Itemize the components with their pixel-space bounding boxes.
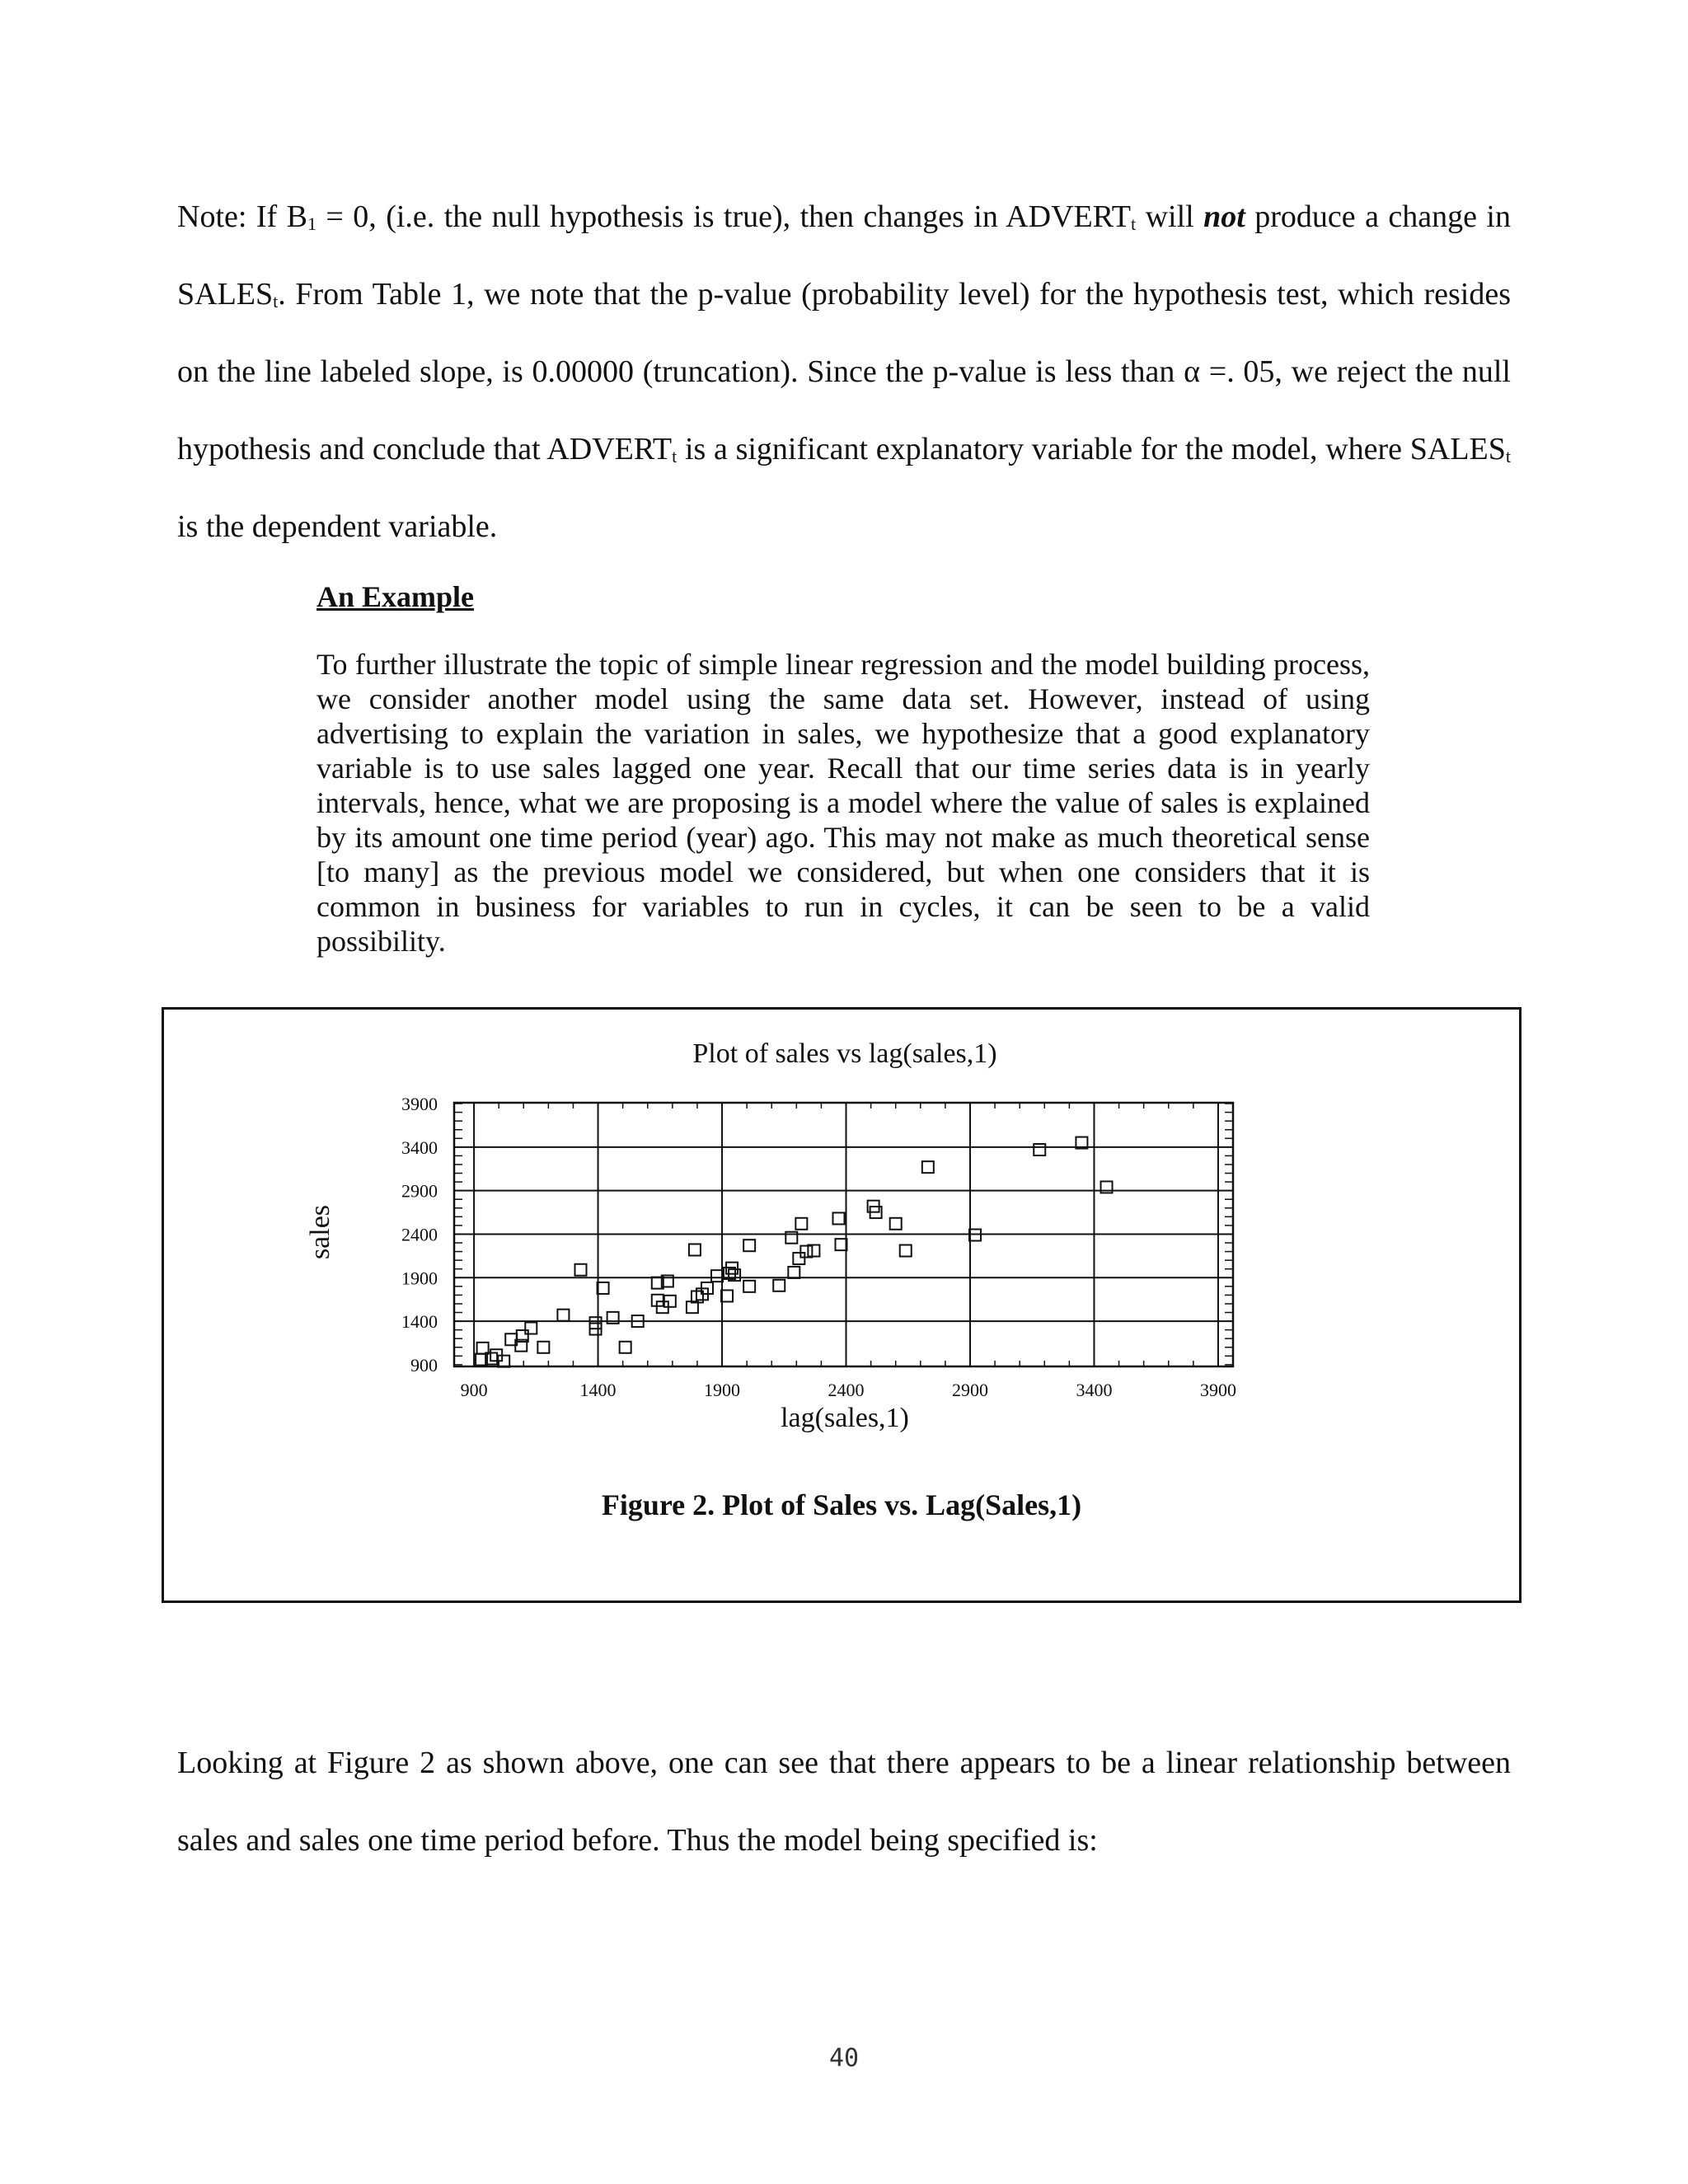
y-tick-label: 2900 bbox=[401, 1180, 438, 1202]
y-tick-label: 2400 bbox=[401, 1224, 438, 1245]
paragraph-note bbox=[177, 178, 1511, 565]
x-tick-label: 1400 bbox=[579, 1380, 617, 1400]
data-point bbox=[835, 1239, 846, 1250]
x-tick-label: 3900 bbox=[1199, 1380, 1236, 1400]
y-axis-label: sales bbox=[305, 1204, 335, 1260]
data-point bbox=[574, 1264, 586, 1276]
plot-area bbox=[401, 1094, 1236, 1400]
emphasis-not: not bbox=[1203, 199, 1245, 234]
section-heading: An Example bbox=[316, 580, 475, 613]
data-point bbox=[525, 1323, 537, 1334]
x-tick-label: 1900 bbox=[704, 1380, 741, 1400]
data-point bbox=[689, 1244, 701, 1255]
data-point bbox=[793, 1253, 804, 1264]
y-tick-label: 1400 bbox=[401, 1311, 438, 1333]
scatter-chart bbox=[164, 1010, 1519, 1471]
data-point bbox=[711, 1270, 723, 1282]
data-point bbox=[795, 1218, 807, 1230]
x-tick-label: 3400 bbox=[1076, 1380, 1113, 1400]
chart-title: Plot of sales vs lag(sales,1) bbox=[692, 1038, 997, 1069]
text-run: Note: If B bbox=[177, 199, 307, 234]
data-point bbox=[808, 1245, 819, 1257]
data-point bbox=[537, 1342, 549, 1353]
data-point bbox=[890, 1218, 902, 1230]
subscript: t bbox=[1505, 446, 1512, 466]
y-tick-label: 900 bbox=[410, 1354, 438, 1376]
figure-caption: Figure 2. Plot of Sales vs. Lag(Sales,1) bbox=[601, 1488, 1082, 1521]
data-point bbox=[620, 1342, 631, 1353]
data-point bbox=[832, 1212, 844, 1224]
example-paragraph: To further illustrate the topic of simple linear regression and the model building process, we consider another model using the same data set. However, instead of using advertising to explain the variation in sales, we hypothesize that a good explanatory variable is to use sales lagged one year. Recall that our time series data is in yearly intervals, hence, what we are proposing is a model where the value of sales is explained by its amount one time period (year) ago. This may not make as much theoretical sense [to many] as the previous model we considered, but when one considers that it is common in business for variables to run in cycles, it can be seen to be a valid possibility. bbox=[316, 648, 1370, 958]
data-point bbox=[721, 1290, 733, 1301]
data-point bbox=[969, 1230, 981, 1241]
data-point bbox=[1034, 1144, 1045, 1155]
data-point bbox=[743, 1240, 755, 1251]
y-tick-label: 1900 bbox=[401, 1268, 438, 1289]
subscript: t bbox=[1131, 213, 1137, 234]
data-point bbox=[557, 1310, 569, 1321]
text-run: . From Table 1, we note that the p-value (probability level) for the hypothesis test, which resides on the line labeled slope, is 0.00000 (truncation). Since the p-value is less than α =. 05, we reject the null hypothesis and conclude that ADVERT bbox=[177, 277, 1511, 466]
text-run: is a significant explanatory variable for the model, where SALES bbox=[677, 432, 1506, 466]
paragraph-looking: Looking at Figure 2 as shown above, one can see that there appears to be a linear relationship between sales and sales one time period before. Thus the model being specified is: bbox=[177, 1746, 1511, 1858]
text-run: will bbox=[1136, 199, 1204, 234]
figure-box bbox=[162, 1007, 1522, 1603]
data-point bbox=[922, 1161, 934, 1173]
data-point bbox=[800, 1246, 812, 1258]
x-tick-label: 2400 bbox=[828, 1380, 865, 1400]
x-tick-label: 2900 bbox=[951, 1380, 988, 1400]
subscript: t bbox=[273, 291, 279, 312]
y-tick-label: 3400 bbox=[401, 1137, 438, 1158]
page-number: 40 bbox=[828, 2044, 860, 2073]
data-point bbox=[773, 1280, 785, 1291]
text-run: produce a change in SALES bbox=[177, 199, 1511, 312]
text-run: = 0, (i.e. the null hypothesis is true), then changes in ADVERT bbox=[316, 199, 1131, 234]
data-point bbox=[598, 1282, 609, 1294]
x-axis-label: lag(sales,1) bbox=[781, 1403, 909, 1433]
data-point bbox=[788, 1267, 799, 1278]
data-point bbox=[900, 1245, 912, 1257]
subscript: t bbox=[672, 446, 678, 466]
subscript: 1 bbox=[307, 213, 316, 234]
x-tick-label: 900 bbox=[460, 1380, 488, 1400]
y-tick-label: 3900 bbox=[401, 1094, 438, 1115]
text-run: is the dependent variable. bbox=[177, 509, 498, 544]
data-point bbox=[743, 1281, 755, 1292]
